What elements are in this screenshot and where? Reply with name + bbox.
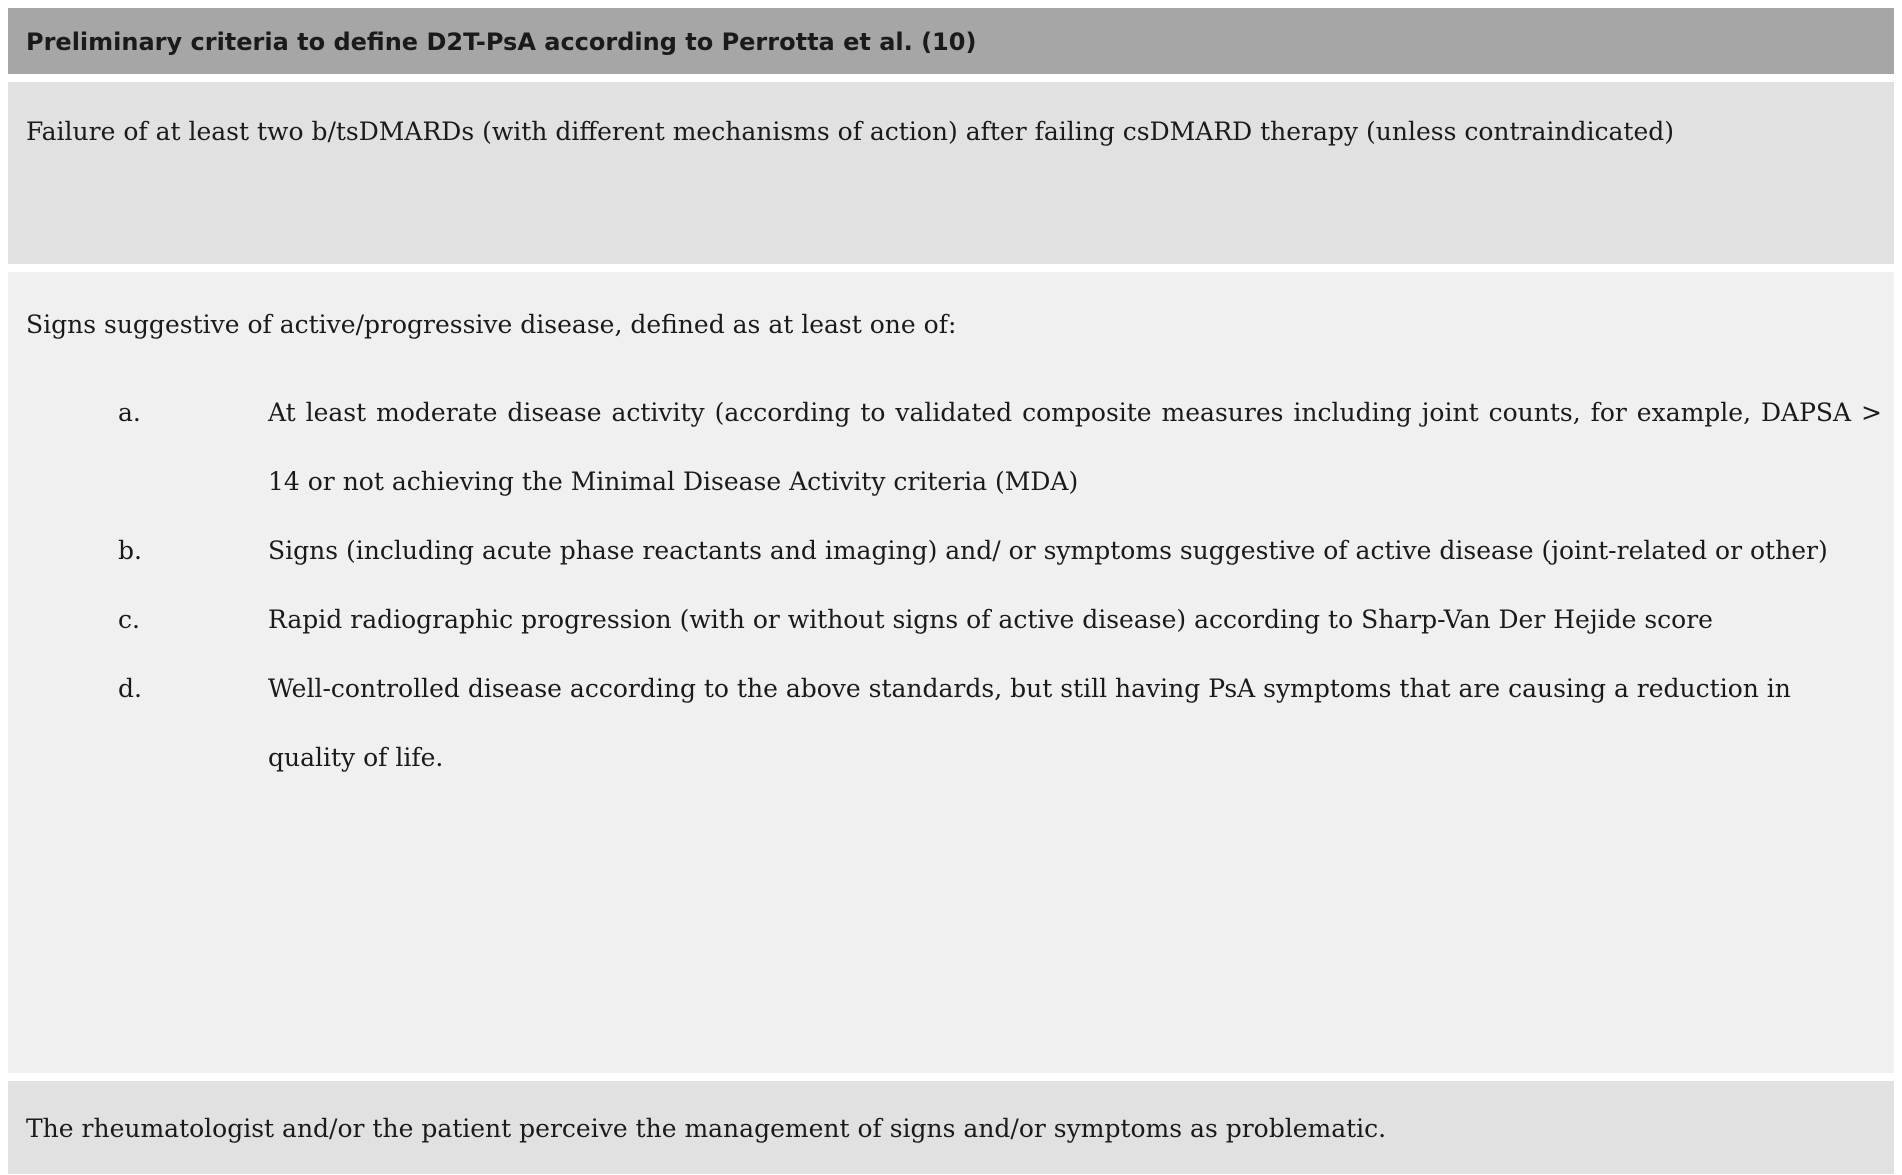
criterion-3-text: The rheumatologist and/or the patient perceive the management of signs and/or symptoms as problematic. — [26, 1114, 1387, 1143]
criterion-2-list — [118, 378, 1882, 792]
list-marker: c. — [118, 605, 140, 634]
criterion-1-text: Failure of at least two b/tsDMARDs (with different mechanisms of action) after failing csDMARD therapy (unless contraindicated) — [26, 117, 1675, 146]
list-item-c — [118, 585, 1882, 654]
criterion-row-2 — [8, 272, 1894, 1073]
table-header-title: Preliminary criteria to define D2T-PsA according to Perrotta et al. (10) — [26, 28, 977, 56]
list-marker: b. — [118, 536, 142, 565]
list-item-d — [118, 654, 1882, 792]
table-header-row — [8, 8, 1894, 74]
criterion-row-3 — [8, 1081, 1894, 1174]
list-marker: a. — [118, 398, 141, 427]
list-item-a — [118, 378, 1882, 516]
criterion-row-1 — [8, 82, 1894, 264]
criteria-table — [8, 8, 1894, 1174]
criterion-2-intro: Signs suggestive of active/progressive disease, defined as at least one of: — [26, 310, 957, 339]
list-item-b — [118, 516, 1882, 585]
list-item-text: At least moderate disease activity (according to validated composite measures including joint counts, for example, DAPSA > 14 or not achieving the Minimal Disease Activity criteria (MDA) — [268, 398, 1882, 496]
list-marker: d. — [118, 674, 142, 703]
list-item-text: Rapid radiographic progression (with or without signs of active disease) according to Sharp-Van Der Hejide score — [268, 605, 1713, 634]
list-item-text: Signs (including acute phase reactants and imaging) and/ or symptoms suggestive of active disease (joint-related or other) — [268, 536, 1828, 565]
list-item-text: Well-controlled disease according to the above standards, but still having PsA symptoms that are causing a reduction in quality of life. — [268, 674, 1791, 772]
